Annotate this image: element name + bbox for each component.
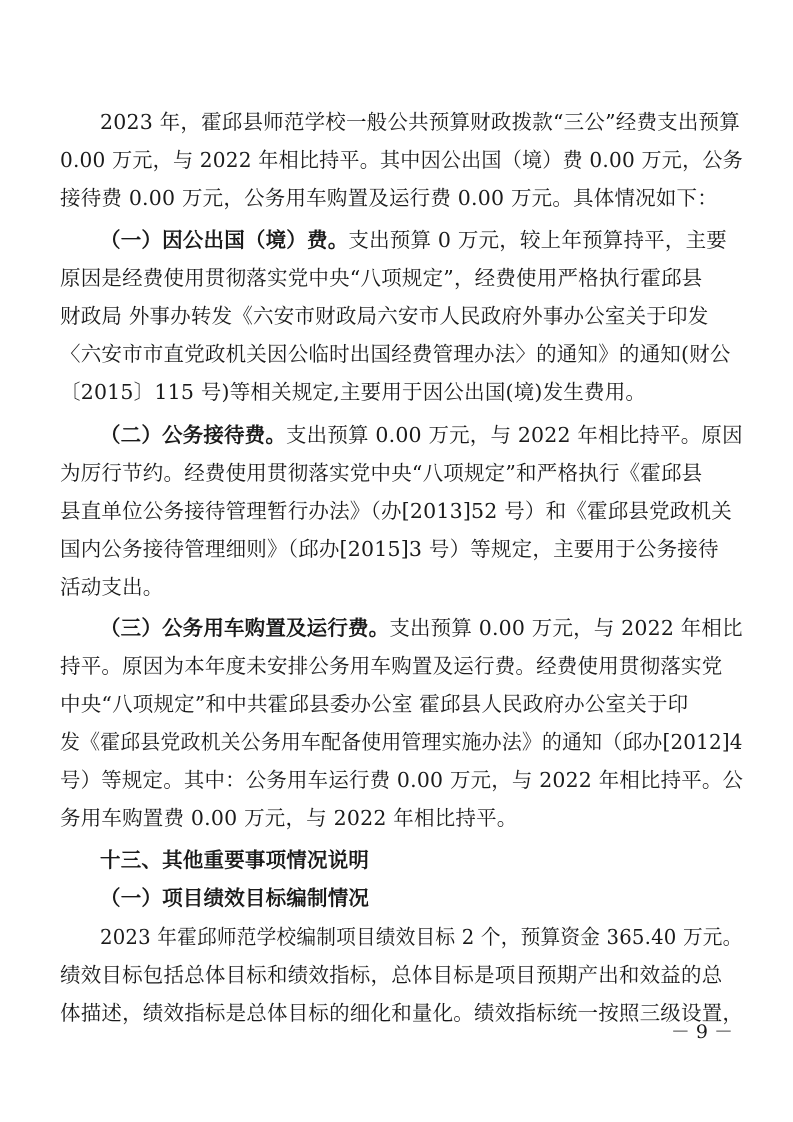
paragraph-1-line-3: 接待费 0.00 万元，公务用车购置及运行费 0.00 万元。具体情况如下： [60, 186, 718, 210]
paragraph-3-line-3: 县直单位公务接待管理暂行办法》（办[2013]52 号）和《霍邱县党政机关 [60, 499, 732, 523]
paragraph-3-line-2: 为厉行节约。经费使用贯彻落实党中央“八项规定”和严格执行《霍邱县 [60, 461, 703, 485]
paragraph-2-line-2: 原因是经费使用贯彻落实党中央“八项规定”，经费使用严格执行霍邱县 [60, 266, 703, 290]
page-number: － 9 － [670, 1021, 733, 1043]
paragraph-4-line-6: 务用车购置费 0.00 万元，与 2022 年相比持平。 [60, 806, 518, 830]
final-paragraph-line-3: 体描述，绩效指标是总体目标的细化和量化。绩效指标统一按照三级设置， [60, 1001, 744, 1025]
paragraph-1-line-2: 0.00 万元，与 2022 年相比持平。其中因公出国（境）费 0.00 万元，公务 [60, 148, 743, 172]
paragraph-2-first-line [100, 225, 727, 255]
paragraph-3-lead: 支出预算 0.00 万元，与 2022 年相比持平。原因 [286, 423, 743, 447]
paragraph-4-line-3: 中央“八项规定”和中共霍邱县委办公室 霍邱县人民政府办公室关于印 [60, 692, 689, 716]
paragraph-2-line-5: 〔2015〕115 号)等相关规定,主要用于因公出国(境)发生费用。 [60, 380, 647, 404]
final-paragraph-line-1: 2023 年霍邱师范学校编制项目绩效目标 2 个，预算资金 365.40 万元。 [100, 925, 743, 949]
section-title: 十三、其他重要事项情况说明 [100, 848, 370, 872]
paragraph-4-lead: 支出预算 0.00 万元，与 2022 年相比 [389, 616, 743, 640]
paragraph-4-first-line [100, 613, 743, 643]
paragraph-2-lead: 支出预算 0 万元，较上年预算持平，主要 [348, 228, 727, 252]
paragraph-2-line-3: 财政局 外事办转发《六安市财政局六安市人民政府外事办公室关于印发 [60, 304, 709, 328]
final-paragraph-line-2: 绩效目标包括总体目标和绩效指标，总体目标是项目预期产出和效益的总 [60, 963, 723, 987]
paragraph-3-line-5: 活动支出。 [60, 575, 164, 599]
paragraph-4-line-2: 持平。原因为本年度未安排公务用车购置及运行费。经费使用贯彻落实党 [60, 654, 723, 678]
paragraph-3-line-4: 国内公务接待管理细则》（邱办[2015]3 号）等规定，主要用于公务接待 [60, 537, 719, 561]
paragraph-2-heading: （一）因公出国（境）费。 [100, 228, 349, 252]
paragraph-4-line-4: 发《霍邱县党政机关公务用车配备使用管理实施办法》的通知（邱办[2012]4 [60, 730, 743, 754]
paragraph-1-line-1: 2023 年，霍邱县师范学校一般公共预算财政拨款“三公”经费支出预算 [100, 110, 740, 134]
paragraph-2-line-4: 〈六安市市直党政机关因公临时出国经费管理办法〉的通知》的通知(财公 [60, 342, 731, 366]
paragraph-4-heading: （三）公务用车购置及运行费。 [100, 616, 390, 640]
paragraph-4-line-5: 号）等规定。其中：公务用车运行费 0.00 万元，与 2022 年相比持平。公 [60, 768, 744, 792]
paragraph-3-first-line [100, 420, 743, 450]
subsection-title: （一）项目绩效目标编制情况 [100, 886, 370, 910]
paragraph-3-heading: （二）公务接待费。 [100, 423, 287, 447]
